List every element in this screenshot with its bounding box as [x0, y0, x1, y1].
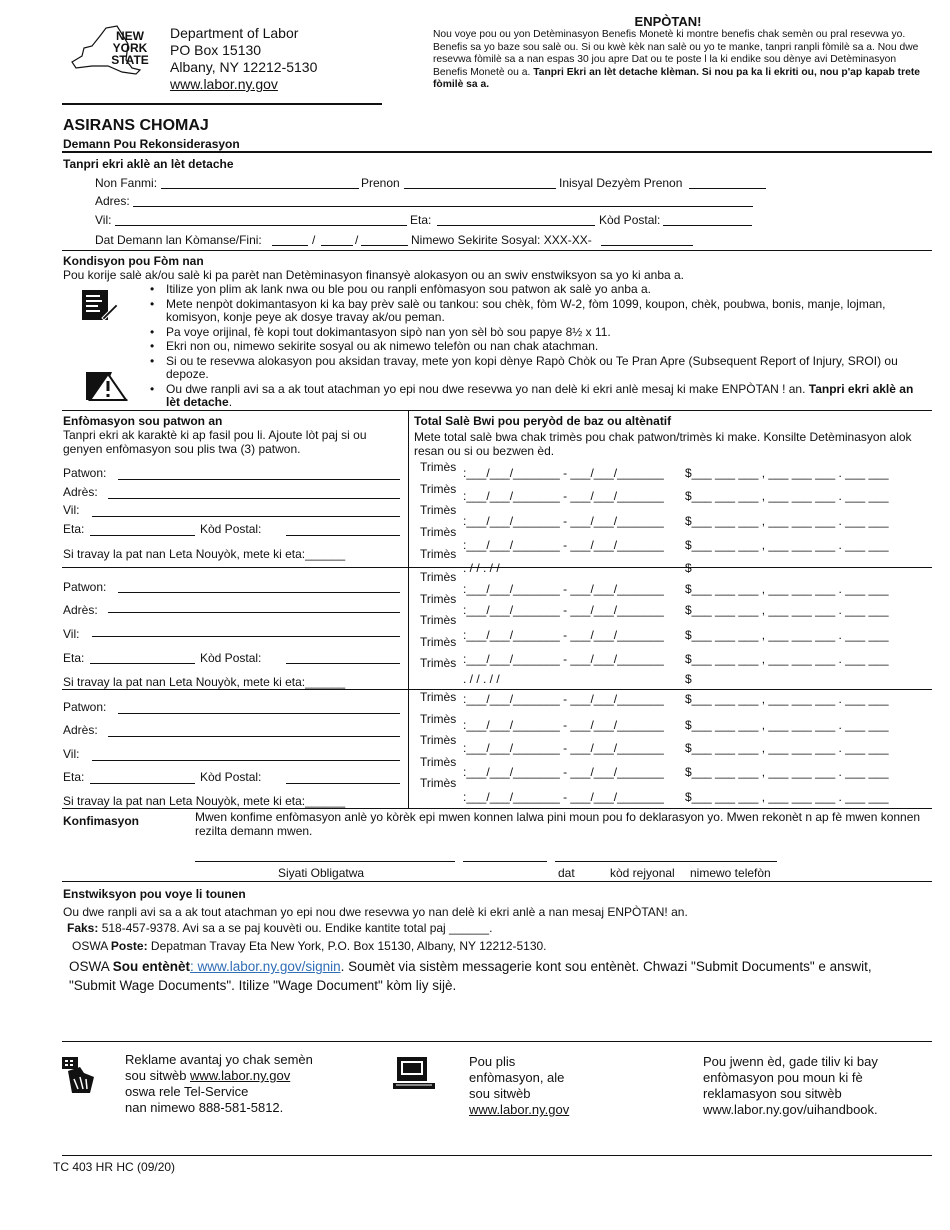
list-item: • Ekri non ou, nimewo sekirite sosyal ou ak nimewo telefòn ou nan chak atachman. [150, 340, 930, 354]
quarter-date-range[interactable]: :___/___/_______ - ___/___/_______ [463, 692, 664, 706]
agency-city: Albany, NY 12212-5130 [170, 59, 318, 75]
quarter-amount[interactable]: $___ ___ ___ , ___ ___ ___ . ___ ___ [685, 514, 889, 528]
employer2-state-field[interactable] [90, 663, 195, 664]
employer1-city-label: Vil: [63, 503, 80, 517]
grid-vertical-rule [408, 410, 409, 808]
quarter-amount[interactable]: $___ ___ ___ , ___ ___ ___ . ___ ___ [685, 790, 889, 804]
quarter-date-range[interactable]: :___/___/_______ - ___/___/_______ [463, 628, 664, 642]
agency-dept: Department of Labor [170, 25, 299, 41]
middle-initial-field[interactable] [689, 188, 766, 189]
first-name-label: Prenon [361, 176, 400, 190]
quarter-label: Trimès [420, 755, 457, 769]
header-rule [62, 103, 382, 105]
quarter-amount[interactable]: $ [685, 672, 692, 686]
quarter-amount[interactable]: $___ ___ ___ , ___ ___ ___ . ___ ___ [685, 652, 889, 666]
employer3-state-label: Eta: [63, 770, 85, 784]
conditions-list [150, 283, 930, 411]
footer-rule [62, 1041, 932, 1042]
claimant-address-label: Adres: [95, 194, 130, 208]
computer-icon [393, 1055, 437, 1091]
quarter-amount[interactable]: $___ ___ ___ , ___ ___ ___ . ___ ___ [685, 718, 889, 732]
middle-initial-label: Inisyal Dezyèm Prenon [559, 176, 683, 190]
quarter-date-range[interactable]: :___/___/_______ - ___/___/_______ [463, 514, 664, 528]
employer3-city-label: Vil: [63, 747, 80, 761]
quarter-amount[interactable]: $___ ___ ___ , ___ ___ ___ . ___ ___ [685, 603, 889, 617]
quarter-date-range[interactable]: :___/___/_______ - ___/___/_______ [463, 603, 664, 617]
confirmation-heading: Konfimasyon [63, 814, 140, 828]
employer2-state-note[interactable]: Si travay la pat nan Leta Nouyòk, mete ki eta:______ [63, 675, 346, 689]
claimant-state-label: Eta: [410, 213, 432, 227]
footer-col2: Pou plis enfòmasyon, ale sou sitwèb www.labor.ny.gov [469, 1054, 570, 1117]
document-pen-icon [80, 288, 120, 324]
last-name-row: Non Fanmi: [95, 176, 158, 190]
quarter-label: Trimès [420, 547, 457, 561]
quarter-label: Trimès [420, 460, 457, 474]
employer1-zip-label: Kòd Postal: [200, 522, 262, 536]
quarter-label: Trimès [420, 570, 457, 584]
quarter-label: Trimès [420, 712, 457, 726]
return-mail: OSWA Poste: Depatman Travay Eta New York, P.O. Box 15130, Albany, NY 12212-5130. [72, 939, 547, 953]
quarter-amount[interactable]: $___ ___ ___ , ___ ___ ___ . ___ ___ [685, 466, 889, 480]
quarter-label: Trimès [420, 635, 457, 649]
employer3-label: Patwon: [63, 700, 107, 714]
quarter-label: Trimès [420, 733, 457, 747]
footer-col1: Reklame avantaj yo chak semèn sou sitwèb www.labor.ny.gov oswa rele Tel-Service nan nimewo 888-581-5812. [125, 1052, 313, 1112]
quarter-amount[interactable]: $ [685, 561, 692, 575]
phone-hand-icon [60, 1055, 96, 1095]
claim-date-month[interactable] [272, 245, 308, 246]
quarter-label: Trimès [420, 613, 457, 627]
employer-intro: Tanpri ekri ak karaktè ki ap fasil pou li. Ajoute lòt paj si ou genyen enfòmasyon sou plis twa (3) patwon. [63, 428, 367, 456]
employer2-address-label: Adrès: [63, 603, 98, 617]
employer2-name-field[interactable] [118, 592, 400, 593]
employer2-zip-field[interactable] [286, 663, 400, 664]
claimant-city-label: Vil: [95, 213, 112, 227]
wages-intro: Mete total salè bwa chak trimès pou chak patwon/trimès ki make. Konsilte Detèminasyon alok resan ou si ou bezwen èd. [414, 430, 912, 458]
footer-col3: Pou jwenn èd, gade tiliv ki bay enfòmasyon pou moun ki fè reklamasyon sou sitwèb www.labor.ny.gov/uihandbook. [703, 1054, 878, 1117]
quarter-label: Trimès [420, 482, 457, 496]
quarter-date-range[interactable]: :___/___/_______ - ___/___/_______ [463, 538, 664, 552]
employer1-address-label: Adrès: [63, 485, 98, 499]
logo-text: NEW YORK STATE [111, 29, 149, 67]
employer2-address-field[interactable] [108, 612, 400, 613]
employer3-zip-label: Kòd Postal: [200, 770, 262, 784]
return-heading: Enstwiksyon pou voye li tounen [63, 887, 246, 901]
list-item: • Mete nenpòt dokimantasyon ki ka bay prèv salè ou tankou: sou chèk, fòm W-2, fòm 1099, koupon, chèk, poubwa, bonis, manje, lojman, komisyon, konje peye ak dosye travay ak/ou peman. [150, 298, 930, 325]
return-fax: Faks: 518-457-9378. Avi sa a se paj kouvèti ou. Endike kantite total paj ______. [67, 921, 493, 935]
form-id: TC 403 HR HC (09/20) [53, 1160, 176, 1174]
employer3-zip-field[interactable] [286, 783, 400, 784]
quarter-date-range[interactable]: :___/___/_______ - ___/___/_______ [463, 652, 664, 666]
quarter-amount[interactable]: $___ ___ ___ , ___ ___ ___ . ___ ___ [685, 765, 889, 779]
employer2-label: Patwon: [63, 580, 107, 594]
return-line1: Ou dwe ranpli avi sa a ak tout atachman yo epi nou dwe resevwa yo nan delè ki ekri anlè a nan mesaj ENPÒTAN! an. [63, 905, 688, 919]
phone-label: nimewo telefòn [690, 866, 771, 880]
quarter-label: Trimès [420, 503, 457, 517]
quarter-date-range[interactable]: :___/___/_______ - ___/___/_______ [463, 790, 664, 804]
employer1-address-field[interactable] [108, 498, 400, 499]
employer1-label: Patwon: [63, 466, 107, 480]
signature-label: Siyati Obligatwa [278, 866, 365, 880]
conditions-heading: Kondisyon pou Fòm nan [63, 254, 204, 268]
date-sep: / [355, 233, 359, 247]
claim-date-day[interactable] [321, 245, 353, 246]
employer-divider [62, 689, 932, 690]
quarter-date-range[interactable]: . / / . / / [463, 672, 500, 686]
employer2-state-label: Eta: [63, 651, 85, 665]
first-name-field[interactable] [404, 188, 556, 189]
list-item: • Itilize yon plim ak lank nwa ou ble pou ou ranpli enfòmasyon sou patwon ak salè yo anba a. [150, 283, 930, 297]
warning-icon [84, 368, 130, 402]
footer-site-link[interactable]: www.labor.ny.gov [190, 1068, 291, 1083]
title-rule [62, 151, 932, 153]
important-title: ENPÒTAN! [634, 14, 702, 29]
agency-site-link[interactable]: www.labor.ny.gov [170, 76, 278, 92]
employer3-state-note[interactable]: Si travay la pat nan Leta Nouyòk, mete ki eta:______ [63, 794, 346, 808]
employer1-name-field[interactable] [118, 479, 400, 480]
bottom-rule [62, 1155, 932, 1156]
employer-heading: Enfòmasyon sou patwon an [63, 414, 223, 428]
return-rule [62, 881, 932, 882]
quarter-label: Trimès [420, 690, 457, 704]
employer1-state-label: Eta: [63, 522, 85, 536]
last-name-field[interactable] [161, 188, 359, 189]
ssn-field[interactable] [601, 245, 693, 246]
conditions-rule [62, 410, 932, 411]
page-title: ASIRANS CHOMAJ [63, 117, 209, 134]
date-label: dat [558, 866, 575, 880]
employer1-state-field[interactable] [90, 535, 195, 536]
quarter-amount[interactable]: $___ ___ ___ , ___ ___ ___ . ___ ___ [685, 692, 889, 706]
claimant-state-field[interactable] [437, 225, 595, 226]
return-online: OSWA Sou entènèt: www.labor.ny.gov/signin. Soumèt via sistèm messagerie kont sou entènèt. Chwazi "Submit Documents" e answit, "Submit Wage Documents". Itilize "Wage Document" kòm liy sijè. [69, 959, 872, 993]
date-sep: / [312, 233, 316, 247]
area-code-label: kòd rejyonal [610, 866, 675, 880]
agency-po: PO Box 15130 [170, 42, 262, 58]
quarter-label: Trimès [420, 656, 457, 670]
quarter-amount[interactable]: $___ ___ ___ , ___ ___ ___ . ___ ___ [685, 741, 889, 755]
list-item: • Ou dwe ranpli avi sa a ak tout atachman yo epi nou dwe resevwa yo nan delè ki ekri anlè mesaj ki make ENPÒTAN ! an. Tanpri ekri aklè an lèt detache. [150, 383, 930, 410]
quarter-date-range[interactable]: :___/___/_______ - ___/___/_______ [463, 765, 664, 779]
confirmation-text: Mwen konfime enfòmasyon anlè yo kòrèk epi mwen konnen lalwa pini moun pou fo deklarasyon yo. Mwen rekonèt n ap fè mwen konnen rezilta demann mwen. [195, 810, 921, 838]
employer3-address-label: Adrès: [63, 723, 98, 737]
employer3-name-field[interactable] [118, 713, 400, 714]
signature-field[interactable] [195, 861, 455, 862]
claim-date-year[interactable] [361, 245, 408, 246]
employer2-zip-label: Kòd Postal: [200, 651, 262, 665]
quarter-date-range[interactable]: :___/___/_______ - ___/___/_______ [463, 718, 664, 732]
wages-heading: Total Salè Bwi pou peryòd de baz ou altènatif [414, 414, 672, 428]
quarter-date-range[interactable]: . / / . / / [463, 561, 500, 575]
quarter-amount[interactable]: $___ ___ ___ , ___ ___ ___ . ___ ___ [685, 538, 889, 552]
list-item: • Pa voye orijinal, fè kopi tout dokimantasyon sipò nan yon sèl bò sou papye 8½ x 11. [150, 326, 930, 340]
phone-field[interactable] [555, 861, 777, 862]
claimant-heading: Tanpri ekri aklè an lèt detache [63, 157, 234, 171]
quarter-date-range[interactable]: :___/___/_______ - ___/___/_______ [463, 466, 664, 480]
conditions-intro: Pou korije salè ak/ou salè ki pa parèt nan Detèminasyon finansyè alokasyon ou an swiv enstwiksyon sa yo ki anba a. [63, 268, 685, 282]
footer-col2-link[interactable]: www.labor.ny.gov [469, 1102, 570, 1117]
claimant-rule [62, 250, 932, 251]
handbook-link[interactable]: www.labor.ny.gov/uihandbook. [703, 1102, 878, 1117]
quarter-amount[interactable]: $___ ___ ___ , ___ ___ ___ . ___ ___ [685, 628, 889, 642]
employer3-address-field[interactable] [108, 736, 400, 737]
quarter-label: Trimès [420, 776, 457, 790]
quarter-label: Trimès [420, 592, 457, 606]
agency-address [170, 25, 317, 93]
employer2-city-label: Vil: [63, 627, 80, 641]
claimant-address-field[interactable] [133, 206, 753, 207]
confirmation-rule [62, 808, 932, 809]
claimant-zip-label: Kòd Postal: [599, 213, 661, 227]
quarter-date-range[interactable]: :___/___/_______ - ___/___/_______ [463, 582, 664, 596]
claimant-city-field[interactable] [115, 225, 407, 226]
signin-link[interactable]: : www.labor.ny.gov/signin [190, 959, 341, 974]
quarter-date-range[interactable]: :___/___/_______ - ___/___/_______ [463, 489, 664, 503]
employer2-city-field[interactable] [92, 636, 400, 637]
claimant-zip-field[interactable] [663, 225, 752, 226]
quarter-label: Trimès [420, 525, 457, 539]
date-field[interactable] [463, 861, 547, 862]
employer3-state-field[interactable] [90, 783, 195, 784]
quarter-amount[interactable]: $___ ___ ___ , ___ ___ ___ . ___ ___ [685, 582, 889, 596]
important-notice: Nou voye pou ou yon Detèminasyon Benefis Monetè ki montre benefis chak semèn ou pral resevwa yo. Benefis sa yo baze sou salè ou. Si ou kwè kèk nan salè ou yo te manke, tanpri ranpli fòmilè sa a. Nou dwe resevwa fòmilè sa a nan espas 30 jou apre Dat ou te poste l la ki endike sou dènye avi Detèminasyon Benefis Monetè ou a. Tanpri Ekri an lèt detache klèman. Si nou pa ka li ekriti ou, nou p'ap kapab trete fòmilè sa a. [433, 29, 920, 90]
employer1-zip-field[interactable] [286, 535, 400, 536]
employer3-city-field[interactable] [92, 760, 400, 761]
quarter-amount[interactable]: $___ ___ ___ , ___ ___ ___ . ___ ___ [685, 489, 889, 503]
employer1-state-note[interactable]: Si travay la pat nan Leta Nouyòk, mete ki eta:______ [63, 547, 346, 561]
ssn-label: Nimewo Sekirite Sosyal: XXX-XX- [411, 233, 592, 247]
employer1-city-field[interactable] [92, 516, 400, 517]
page-subtitle: Demann Pou Rekonsiderasyon [63, 137, 240, 151]
claim-date-label: Dat Demann lan Kòmanse/Fini: [95, 233, 262, 247]
list-item: • Si ou te resevwa alokasyon pou aksidan travay, mete yon kopi dènye Rapò Chòk ou Te Pran Apre (Subsequent Report of Injury, SROI) ou depoze. [150, 355, 930, 382]
quarter-date-range[interactable]: :___/___/_______ - ___/___/_______ [463, 741, 664, 755]
